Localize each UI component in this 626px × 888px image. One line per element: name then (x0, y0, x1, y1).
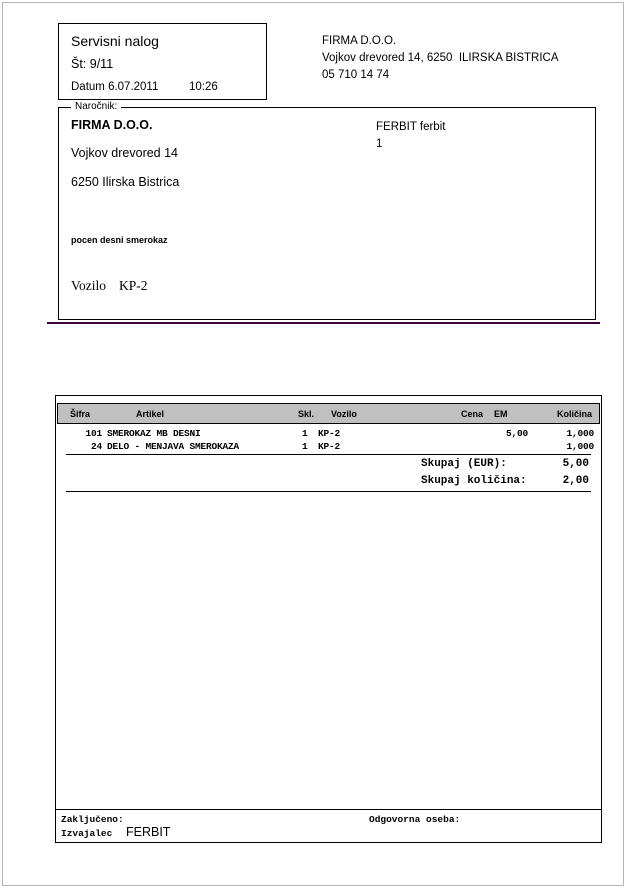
table-row (56, 441, 601, 453)
closed-label: Zaključeno: (61, 814, 124, 825)
company-phone: 05 710 14 74 (322, 69, 390, 81)
total-row-eur (56, 458, 601, 472)
total-row-quantity (56, 475, 601, 489)
totals-top-rule (66, 454, 591, 455)
item-vozilo: KP-2 (318, 428, 341, 439)
service-note: pocen desni smerokaz (71, 235, 168, 245)
executor-value: FERBIT (126, 825, 171, 839)
vehicle-row (71, 278, 148, 294)
item-code: 24 (90, 441, 102, 452)
document-title: Servisni nalog (71, 33, 159, 49)
column-header-sifra: Šifra (70, 409, 91, 419)
footer-rule (56, 809, 601, 810)
totals-bottom-rule (66, 491, 591, 492)
column-header-kolicina: Količina (557, 409, 593, 419)
customer-box (58, 101, 596, 320)
company-address: Vojkov drevored 14, 6250 ILIRSKA BISTRICA (322, 52, 559, 64)
executor-label: Izvajalec (61, 828, 113, 839)
item-kolicina: 1,000 (566, 441, 594, 452)
column-header-skl: Skl. (298, 409, 315, 419)
item-skl: 1 (302, 428, 308, 439)
column-header-artikel: Artikel (136, 409, 165, 419)
company-info-block (322, 33, 559, 84)
item-cena: 5,00 (505, 428, 528, 439)
total-eur-label: Skupaj (EUR): (421, 458, 507, 470)
total-eur-value: 5,00 (562, 458, 589, 470)
items-table-box (55, 395, 602, 843)
customer-box-legend: Naročnik: (71, 101, 121, 112)
item-kolicina: 1,000 (566, 428, 594, 439)
customer-contact: FERBIT ferbit (376, 121, 446, 133)
items-table-header (57, 403, 600, 424)
vehicle-label: Vozilo (71, 278, 107, 293)
customer-street: Vojkov drevored 14 (71, 146, 179, 160)
customer-name: FIRMA D.O.O. (71, 118, 153, 132)
order-time: 10:26 (189, 81, 218, 93)
order-header-box (58, 23, 267, 100)
column-header-em: EM (494, 409, 508, 419)
column-header-vozilo: Vozilo (331, 409, 357, 419)
table-row (56, 428, 601, 440)
total-quantity-label: Skupaj količina: (421, 475, 527, 487)
total-quantity-value: 2,00 (562, 475, 589, 487)
item-name: SMEROKAZ MB DESNI (107, 428, 201, 439)
column-header-cena: Cena (461, 409, 484, 419)
responsible-person-label: Odgovorna oseba: (369, 814, 461, 825)
company-name: FIRMA D.O.O. (322, 35, 397, 47)
item-vozilo: KP-2 (318, 441, 341, 452)
item-name: DELO - MENJAVA SMEROKAZA (107, 441, 240, 452)
customer-contact-number: 1 (376, 138, 383, 150)
order-number: Št: 9/11 (71, 57, 114, 71)
customer-city: 6250 Ilirska Bistrica (71, 175, 180, 189)
item-skl: 1 (302, 441, 308, 452)
item-code: 101 (85, 428, 102, 439)
order-date: Datum 6.07.2011 (71, 81, 159, 93)
section-divider-line (47, 322, 600, 324)
vehicle-value: KP-2 (119, 278, 148, 293)
